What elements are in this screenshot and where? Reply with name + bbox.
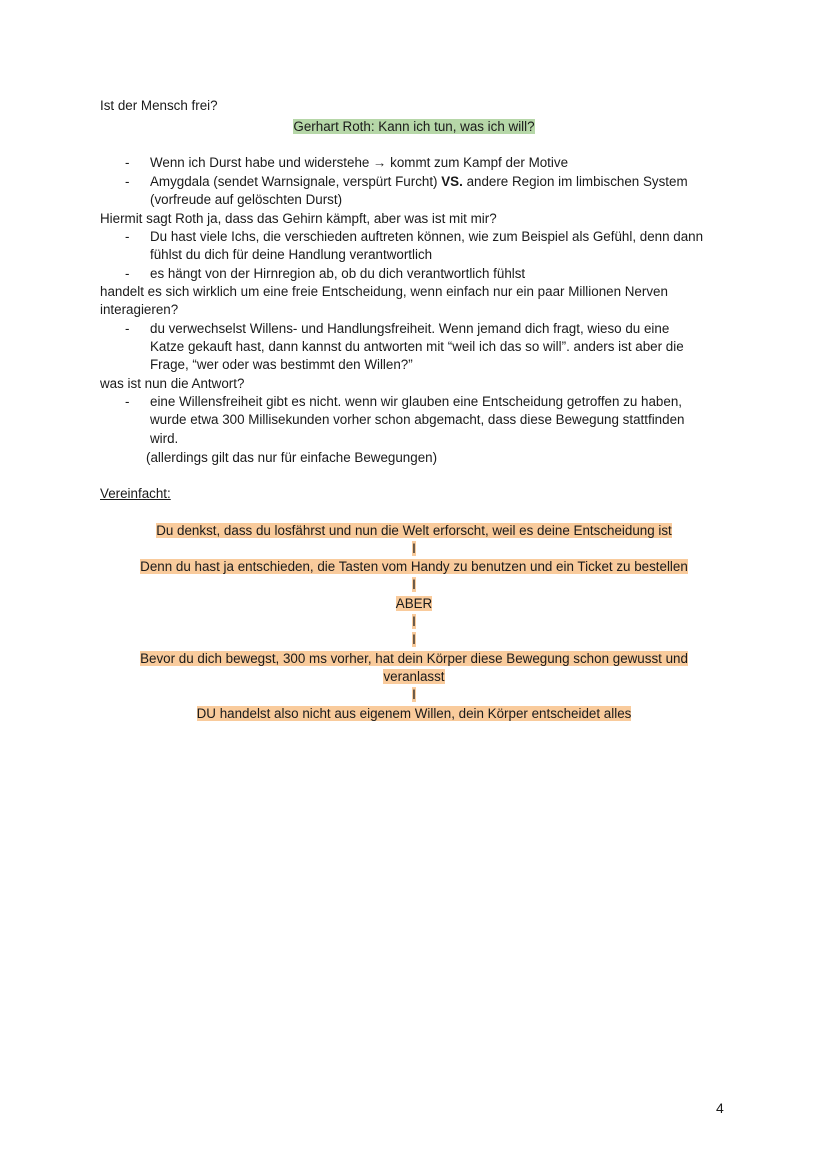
flow-connector: I: [412, 577, 416, 592]
bullet-6-line-3: wird.: [150, 431, 179, 446]
bullet-5-line-2: Katze gekauft hast, dann kannst du antworten mit “weil ich das so will”. anders ist aber die: [150, 339, 684, 354]
flow-step-1: Du denkst, dass du losfährst und nun die Welt erforscht, weil es deine Entscheidung ist: [156, 523, 672, 538]
bullet-1-text: Wenn ich Durst habe und widerstehe → kommt zum Kampf der Motive: [150, 155, 569, 170]
bullet-2-pre: Amygdala (sendet Warnsignale, verspürt Furcht): [150, 174, 442, 189]
bullet-6-line-2: wurde etwa 300 Millisekunden vorher schon abgemacht, dass diese Bewegung stattfinden: [150, 412, 685, 427]
bullet-5-line-1: du verwechselst Willens- und Handlungsfreiheit. Wenn jemand dich fragt, wieso du eine: [150, 321, 670, 336]
bullet-2-post: andere Region im limbischen System: [462, 174, 688, 189]
page-number: 4: [716, 1100, 724, 1116]
bullet-dash: -: [125, 229, 130, 244]
flow-step-4-line-2: veranlasst: [383, 669, 445, 684]
bullet-6-line-1: eine Willensfreiheit gibt es nicht. wenn wir glauben eine Entscheidung getroffen zu haben,: [150, 394, 682, 409]
bullet-2-line-2: (vorfreude auf gelöschten Durst): [150, 192, 343, 207]
paragraph-3: was ist nun die Antwort?: [100, 376, 245, 391]
flow-step-2: Denn du hast ja entschieden, die Tasten vom Handy zu benutzen und ein Ticket zu bestellen: [140, 559, 688, 574]
bullet-2-line-1: [150, 173, 688, 191]
bullet-5-line-3: Frage, “wer oder was bestimmt den Willen?”: [150, 357, 413, 372]
heading-row: [0, 118, 828, 136]
simplified-label: Vereinfacht:: [100, 486, 171, 501]
flow-connector: I: [412, 541, 416, 556]
paragraph-2-line-2: interagieren?: [100, 302, 179, 317]
paragraph-2-line-1: handelt es sich wirklich um eine freie Entscheidung, wenn einfach nur ein paar Millionen Nerven: [100, 284, 668, 299]
flow-connector: I: [412, 614, 416, 629]
bullet-2-bold: VS.: [441, 174, 463, 189]
heading-text: Gerhart Roth: Kann ich tun, was ich will?: [293, 119, 535, 134]
bullet-dash: -: [125, 394, 130, 409]
note-text: (allerdings gilt das nur für einfache Bewegungen): [146, 450, 438, 465]
bullet-4-text: es hängt von der Hirnregion ab, ob du dich verantwortlich fühlst: [150, 266, 526, 281]
question-text: Ist der Mensch frei?: [100, 98, 218, 113]
flow-step-4-line-1: Bevor du dich bewegst, 300 ms vorher, hat dein Körper diese Bewegung schon gewusst und: [140, 651, 688, 666]
bullet-dash: -: [125, 321, 130, 336]
flow-connector: I: [412, 632, 416, 647]
paragraph-1: Hiermit sagt Roth ja, dass das Gehirn kämpft, aber was ist mit mir?: [100, 211, 497, 226]
bullet-3-line-1: Du hast viele Ichs, die verschieden auftreten können, wie zum Beispiel als Gefühl, denn dann: [150, 229, 704, 244]
bullet-3-line-2: fühlst du dich für deine Handlung verantwortlich: [150, 247, 433, 262]
flow-connector: I: [412, 687, 416, 702]
flow-step-aber: ABER: [395, 596, 433, 611]
bullet-dash: -: [125, 266, 130, 281]
bullet-dash: -: [125, 174, 130, 189]
bullet-dash: -: [125, 155, 130, 170]
flow-step-5: DU handelst also nicht aus eigenem Willen, dein Körper entscheidet alles: [196, 706, 632, 721]
